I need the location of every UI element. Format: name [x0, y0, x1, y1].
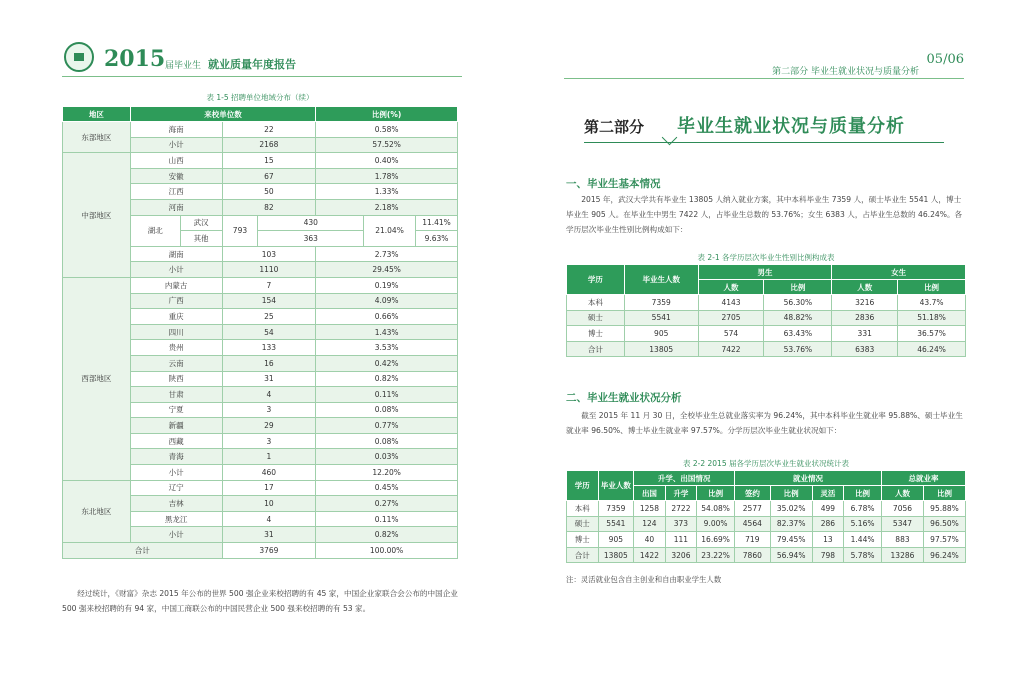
table-cell: 1422 — [634, 547, 666, 563]
table-cell: 111 — [665, 532, 697, 548]
table-cell: 7422 — [698, 341, 764, 357]
count-cell: 29 — [222, 418, 316, 434]
province-cell: 小计 — [130, 527, 222, 543]
right-page — [512, 0, 1024, 699]
ratio-cell: 9.63% — [415, 231, 457, 247]
province-cell: 云南 — [130, 355, 222, 371]
table-cell: 95.88% — [923, 501, 965, 517]
count-cell: 54 — [222, 324, 316, 340]
table-cell: 905 — [624, 326, 698, 342]
table-cell: 1258 — [634, 501, 666, 517]
table-cell: 本科 — [567, 295, 625, 311]
sub-header: 出国 — [634, 486, 666, 501]
table-row — [63, 543, 458, 559]
count-cell: 4 — [222, 511, 316, 527]
table-cell: 5347 — [881, 516, 923, 532]
province-cell: 湖南 — [130, 246, 222, 262]
table-cell: 96.24% — [923, 547, 965, 563]
table-cell: 574 — [698, 326, 764, 342]
table-cell: 合计 — [567, 547, 599, 563]
table-cell: 331 — [832, 326, 898, 342]
table-cell: 5541 — [598, 516, 634, 532]
table-cell: 53.76% — [764, 341, 832, 357]
col-header-ratio: 比例(%) — [316, 107, 458, 122]
part-subtitle: 毕业生就业状况与质量分析 — [677, 116, 905, 137]
sub-header: 签约 — [734, 486, 770, 501]
sub-header: 灵活 — [812, 486, 844, 501]
ratio-cell: 0.82% — [316, 371, 458, 387]
table-cell: 2705 — [698, 310, 764, 326]
ratio-cell: 100.00% — [316, 543, 458, 559]
col-header-male-num: 人数 — [698, 280, 764, 295]
table-cell: 合计 — [567, 341, 625, 357]
table-cell: 43.7% — [898, 295, 966, 311]
header-report-title: 就业质量年度报告 — [208, 58, 296, 71]
col-header-female-num: 人数 — [832, 280, 898, 295]
ratio-cell: 2.73% — [316, 246, 458, 262]
table-cell: 82.37% — [770, 516, 812, 532]
province-cell: 小计 — [130, 465, 222, 481]
header-divider-right — [564, 78, 964, 79]
col-header-edu: 学历 — [567, 265, 625, 295]
region-cell: 东北地区 — [63, 480, 131, 542]
table-cell: 905 — [598, 532, 634, 548]
count-cell: 2168 — [222, 137, 316, 153]
ratio-cell: 0.11% — [316, 511, 458, 527]
ratio-cell: 0.11% — [316, 387, 458, 403]
count-cell: 3 — [222, 402, 316, 418]
count-cell: 460 — [222, 465, 316, 481]
sub-header: 比例 — [844, 486, 882, 501]
count-cell: 22 — [222, 122, 316, 138]
province-cell: 吉林 — [130, 496, 222, 512]
count-cell: 67 — [222, 168, 316, 184]
province-cell: 广西 — [130, 293, 222, 309]
table-cell: 7056 — [881, 501, 923, 517]
ratio-cell: 29.45% — [316, 262, 458, 278]
table-cell: 124 — [634, 516, 666, 532]
table-cell: 硕士 — [567, 310, 625, 326]
table-row — [567, 532, 966, 548]
table-cell: 4564 — [734, 516, 770, 532]
ratio-cell: 0.77% — [316, 418, 458, 434]
ratio-cell: 12.20% — [316, 465, 458, 481]
table-1-5-caption: 表 1-5 招聘单位地域分布（续） — [206, 93, 314, 102]
region-cell: 东部地区 — [63, 122, 131, 153]
table-2-2-caption: 表 2-2 2015 届各学历层次毕业生就业状况统计表 — [683, 459, 849, 468]
table-row — [567, 341, 966, 357]
province-cell: 内蒙古 — [130, 277, 222, 293]
sub-header: 比例 — [697, 486, 735, 501]
table-note: 注：灵活就业包含自主创业和自由职业学生人数 — [566, 575, 722, 584]
province-cell: 江西 — [130, 184, 222, 200]
table-cell: 13805 — [624, 341, 698, 357]
table-cell: 499 — [812, 501, 844, 517]
total-label-cell: 合计 — [63, 543, 223, 559]
table-row — [63, 153, 458, 169]
table-cell: 56.94% — [770, 547, 812, 563]
province-cell: 新疆 — [130, 418, 222, 434]
ratio-cell: 0.66% — [316, 309, 458, 325]
province-cell: 海南 — [130, 122, 222, 138]
table-cell: 373 — [665, 516, 697, 532]
part-underline — [584, 142, 944, 143]
ratio-cell: 0.58% — [316, 122, 458, 138]
table-cell: 96.50% — [923, 516, 965, 532]
count-cell: 103 — [222, 246, 316, 262]
table-2-2 — [566, 470, 966, 563]
col-header-male: 男生 — [698, 265, 832, 280]
section-2-paragraph: 截至 2015 年 11 月 30 日，全校毕业生总就业落实率为 96.24%，其中本科毕业生就业率 95.88%、硕士毕业生就业率 96.50%、博士毕业生就业率 97.57%。分学历层次毕业生就业状况如下： — [566, 411, 963, 435]
table-cell: 7860 — [734, 547, 770, 563]
city-cell: 其他 — [180, 231, 222, 247]
table-row — [567, 310, 966, 326]
table-cell: 5.78% — [844, 547, 882, 563]
table-cell: 13 — [812, 532, 844, 548]
ratio-cell: 1.78% — [316, 168, 458, 184]
count-cell: 4 — [222, 387, 316, 403]
table-cell: 3206 — [665, 547, 697, 563]
ratio-cell: 0.08% — [316, 433, 458, 449]
count-cell: 3769 — [222, 543, 316, 559]
part-title: 第二部分 — [584, 118, 645, 136]
table-cell: 3216 — [832, 295, 898, 311]
ratio-cell: 0.42% — [316, 355, 458, 371]
hubei-total-cell: 793 — [222, 215, 258, 246]
table-row — [567, 295, 966, 311]
table-cell: 63.43% — [764, 326, 832, 342]
table-cell: 79.45% — [770, 532, 812, 548]
table-1-5 — [62, 106, 458, 559]
table-cell: 1.44% — [844, 532, 882, 548]
col-header-study: 升学、出国情况 — [634, 471, 735, 486]
province-cell: 小计 — [130, 262, 222, 278]
table-row — [567, 547, 966, 563]
table-cell: 4143 — [698, 295, 764, 311]
table-cell: 本科 — [567, 501, 599, 517]
section-1-paragraph: 2015 年，武汉大学共有毕业生 13805 人纳入就业方案，其中本科毕业生 7359 人，硕士毕业生 5541 人，博士毕业生 905 人。在毕业生中男生 7422 人，占毕业生总数的 53.76%；女生 6383 人，占毕业生总数的 46.24%。各学历层次毕业生性别比例构成如下： — [566, 195, 963, 234]
table-cell: 2577 — [734, 501, 770, 517]
table-cell: 7359 — [598, 501, 634, 517]
count-cell: 363 — [258, 231, 364, 247]
table-row — [63, 122, 458, 138]
ratio-cell: 2.18% — [316, 199, 458, 215]
university-logo-icon — [64, 42, 94, 72]
section-2-heading: 二、毕业生就业状况分析 — [566, 392, 682, 404]
table-cell: 46.24% — [898, 341, 966, 357]
count-cell: 154 — [222, 293, 316, 309]
province-cell: 河南 — [130, 199, 222, 215]
ratio-cell: 0.45% — [316, 480, 458, 496]
header-divider — [62, 76, 462, 77]
col-header-female-ratio: 比例 — [898, 280, 966, 295]
count-cell: 10 — [222, 496, 316, 512]
col-header-grad: 毕业人数 — [598, 471, 634, 501]
table-2-1-caption: 表 2-1 各学历层次毕业生性别比例构成表 — [697, 253, 835, 262]
header-sub1: 届毕业生 — [165, 61, 202, 71]
col-header-total-rate: 总就业率 — [881, 471, 965, 486]
page-number: 05/06 — [926, 52, 964, 67]
table-cell: 7359 — [624, 295, 698, 311]
table-cell: 2836 — [832, 310, 898, 326]
count-cell: 15 — [222, 153, 316, 169]
table-cell: 48.82% — [764, 310, 832, 326]
province-cell: 安徽 — [130, 168, 222, 184]
table-cell: 719 — [734, 532, 770, 548]
table-cell: 13805 — [598, 547, 634, 563]
count-cell: 31 — [222, 527, 316, 543]
region-cell: 中部地区 — [63, 153, 131, 278]
region-cell: 西部地区 — [63, 277, 131, 480]
count-cell: 82 — [222, 199, 316, 215]
table-row — [63, 480, 458, 496]
ratio-cell: 4.09% — [316, 293, 458, 309]
count-cell: 430 — [258, 215, 364, 231]
hubei-cell: 湖北 — [130, 215, 180, 246]
table-cell: 286 — [812, 516, 844, 532]
province-cell: 甘肃 — [130, 387, 222, 403]
province-cell: 西藏 — [130, 433, 222, 449]
table-cell: 博士 — [567, 532, 599, 548]
section-1-heading: 一、毕业生基本情况 — [566, 178, 661, 190]
table-cell: 54.08% — [697, 501, 735, 517]
col-header-grad-count: 毕业生人数 — [624, 265, 698, 295]
table-cell: 5.16% — [844, 516, 882, 532]
sub-header: 升学 — [665, 486, 697, 501]
count-cell: 25 — [222, 309, 316, 325]
header-section-title: 第二部分 毕业生就业状况与质量分析 — [772, 67, 919, 77]
ratio-cell: 0.19% — [316, 277, 458, 293]
col-header-female: 女生 — [832, 265, 966, 280]
table-cell: 35.02% — [770, 501, 812, 517]
table-cell: 13286 — [881, 547, 923, 563]
province-cell: 四川 — [130, 324, 222, 340]
table-cell: 51.18% — [898, 310, 966, 326]
count-cell: 1110 — [222, 262, 316, 278]
table-cell: 36.57% — [898, 326, 966, 342]
city-cell: 武汉 — [180, 215, 222, 231]
province-cell: 宁夏 — [130, 402, 222, 418]
table-2-1 — [566, 264, 966, 357]
table-cell: 9.00% — [697, 516, 735, 532]
col-header-edu-2: 学历 — [567, 471, 599, 501]
table-cell: 6.78% — [844, 501, 882, 517]
ratio-cell: 57.52% — [316, 137, 458, 153]
ratio-cell: 1.33% — [316, 184, 458, 200]
table-row — [567, 516, 966, 532]
table-cell: 798 — [812, 547, 844, 563]
table-cell: 97.57% — [923, 532, 965, 548]
table-cell: 883 — [881, 532, 923, 548]
count-cell: 7 — [222, 277, 316, 293]
left-paragraph: 经过统计，《财富》杂志 2015 年公布的世界 500 强企业来校招聘的有 45 家，中国企业家联合会公布的中国企业 500 强来校招聘的有 94 家，中国工商联公布的中国民营企业 500 强来校招聘的有 53 家。 — [62, 589, 458, 613]
ratio-cell: 0.08% — [316, 402, 458, 418]
count-cell: 1 — [222, 449, 316, 465]
sub-header: 比例 — [770, 486, 812, 501]
province-cell: 小计 — [130, 137, 222, 153]
table-cell: 23.22% — [697, 547, 735, 563]
ratio-cell: 3.53% — [316, 340, 458, 356]
ratio-cell: 0.27% — [316, 496, 458, 512]
hubei-ratio-cell: 21.04% — [364, 215, 416, 246]
col-header-count: 来校单位数 — [130, 107, 315, 122]
count-cell: 50 — [222, 184, 316, 200]
table-row — [567, 501, 966, 517]
sub-header: 人数 — [881, 486, 923, 501]
province-cell: 山西 — [130, 153, 222, 169]
ratio-cell: 1.43% — [316, 324, 458, 340]
province-cell: 陕西 — [130, 371, 222, 387]
province-cell: 青海 — [130, 449, 222, 465]
table-row — [63, 277, 458, 293]
table-cell: 56.30% — [764, 295, 832, 311]
col-header-region: 地区 — [63, 107, 131, 122]
table-cell: 博士 — [567, 326, 625, 342]
count-cell: 3 — [222, 433, 316, 449]
table-cell: 5541 — [624, 310, 698, 326]
count-cell: 133 — [222, 340, 316, 356]
ratio-cell: 11.41% — [415, 215, 457, 231]
col-header-employment: 就业情况 — [734, 471, 881, 486]
province-cell: 重庆 — [130, 309, 222, 325]
sub-header: 比例 — [923, 486, 965, 501]
province-cell: 辽宁 — [130, 480, 222, 496]
ratio-cell: 0.40% — [316, 153, 458, 169]
table-cell: 16.69% — [697, 532, 735, 548]
province-cell: 黑龙江 — [130, 511, 222, 527]
count-cell: 16 — [222, 355, 316, 371]
table-cell: 硕士 — [567, 516, 599, 532]
col-header-male-ratio: 比例 — [764, 280, 832, 295]
ratio-cell: 0.82% — [316, 527, 458, 543]
table-cell: 6383 — [832, 341, 898, 357]
table-cell: 40 — [634, 532, 666, 548]
count-cell: 17 — [222, 480, 316, 496]
header-year: 2015 — [104, 46, 166, 72]
province-cell: 贵州 — [130, 340, 222, 356]
table-row — [567, 326, 966, 342]
count-cell: 31 — [222, 371, 316, 387]
ratio-cell: 0.03% — [316, 449, 458, 465]
table-cell: 2722 — [665, 501, 697, 517]
